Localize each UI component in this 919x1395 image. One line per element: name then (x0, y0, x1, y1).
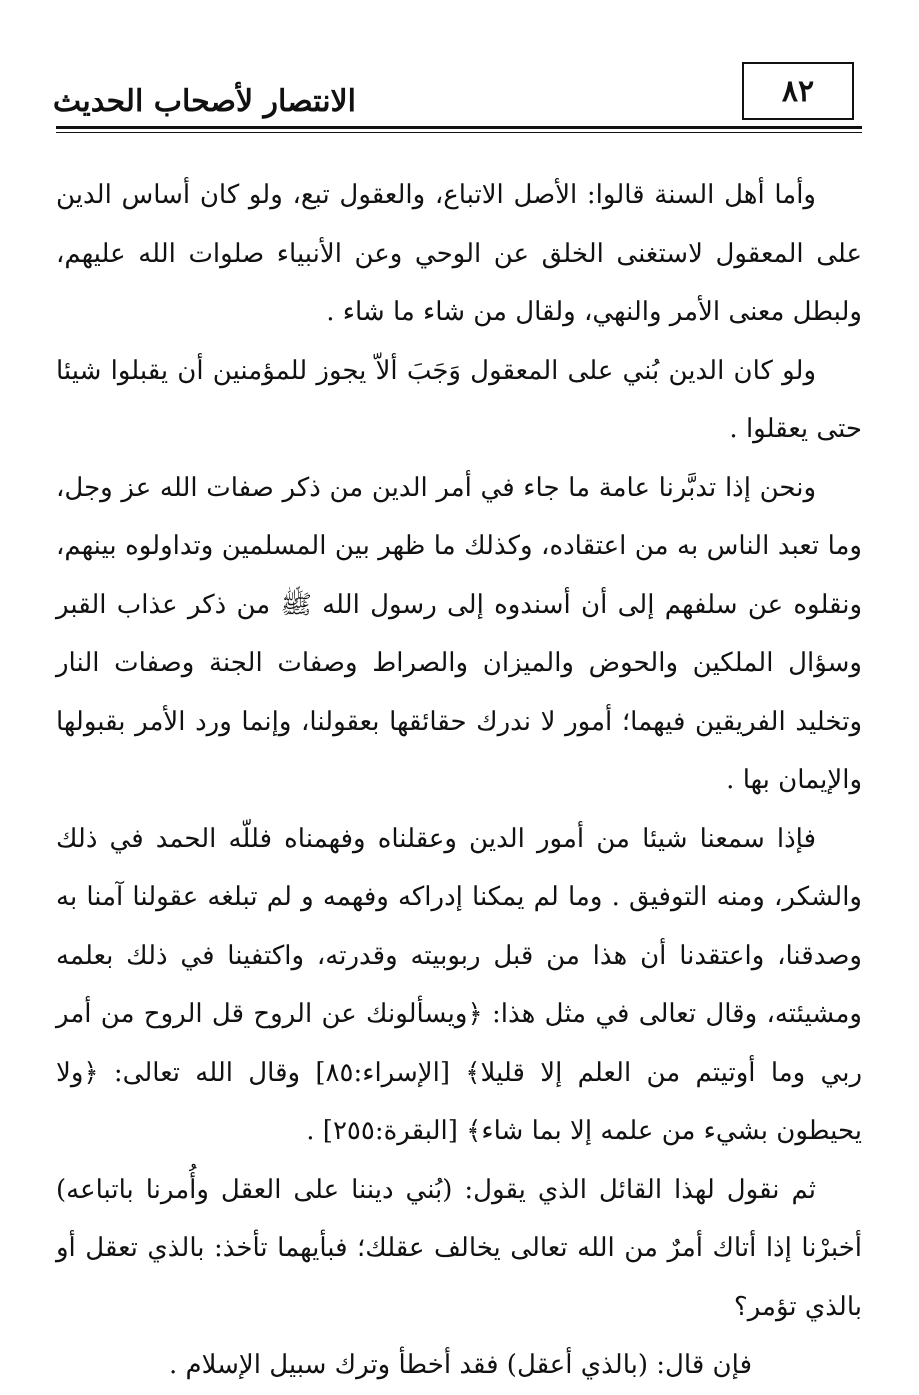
paragraph-5: ثم نقول لهذا القائل الذي يقول: (بُني ديننا على العقل وأُمرنا باتباعه) أخبرْنا إذا أتاك أمرٌ من الله تعالى يخالف عقلك؛ فبأيهما تأخذ: بالذي تعقل أو بالذي تؤمر؟ (56, 1174, 862, 1322)
body-text (56, 166, 862, 1395)
paragraph-3: ونحن إذا تدبَّرنا عامة ما جاء في أمر الدين من ذكر صفات الله عز وجل، وما تعبد الناس به من اعتقاده، وكذلك ما ظهر بين المسلمين وتداولوه بينهم، ونقلوه عن سلفهم إلى أن أسندوه إلى رسول الله ﷺ من ذكر عذاب القبر وسؤال الملكين والحوض والميزان والصراط وصفات الجنة وصفات النار وتخليد الفريقين فيهما؛ أمور لا ندرك حقائقها بعقولنا، وإنما ورد الأمر بقبولها والإيمان بها . (56, 472, 862, 795)
paragraph-4: فإذا سمعنا شيئا من أمور الدين وعقلناه وفهمناه فللّه الحمد في ذلك والشكر، ومنه التوفيق . وما لم يمكنا إدراكه وفهمه و لم تبلغه عقولنا آمنا به وصدقنا، واعتقدنا أن هذا من قبل ربوبيته وقدرته، واكتفينا في ذلك بعلمه ومشيئته، وقال تعالى في مثل هذا: ﴿ويسألونك عن الروح قل الروح من أمر ربي وما أوتيتم من العلم إلا قليلا﴾ [الإسراء:٨٥] وقال الله تعالى: ﴿ولا يحيطون بشيء من علمه إلا بما شاء﴾ [البقرة:٢٥٥] . (56, 823, 863, 1146)
page-number: ٨٢ (742, 62, 854, 120)
paragraph-1: وأما أهل السنة قالوا: الأصل الاتباع، والعقول تبع، ولو كان أساس الدين على المعقول لاستغنى الخلق عن الوحي وعن الأنبياء صلوات الله عليهم، ولبطل معنى الأمر والنهي، ولقال من شاء ما شاء . (56, 180, 863, 327)
page-header (52, 62, 862, 134)
paragraph-2: ولو كان الدين بُني على المعقول وَجَبَ ألاّ يجوز للمؤمنين أن يقبلوا شيئا حتى يعقلوا . (56, 355, 862, 444)
header-rule-thin (56, 132, 862, 133)
running-title: الانتصار لأصحاب الحديث (52, 84, 356, 119)
paragraph-6: فإن قال: (بالذي أعقل) فقد أخطأ وترك سبيل الإسلام . (169, 1350, 752, 1380)
header-rule-thick (56, 126, 862, 129)
